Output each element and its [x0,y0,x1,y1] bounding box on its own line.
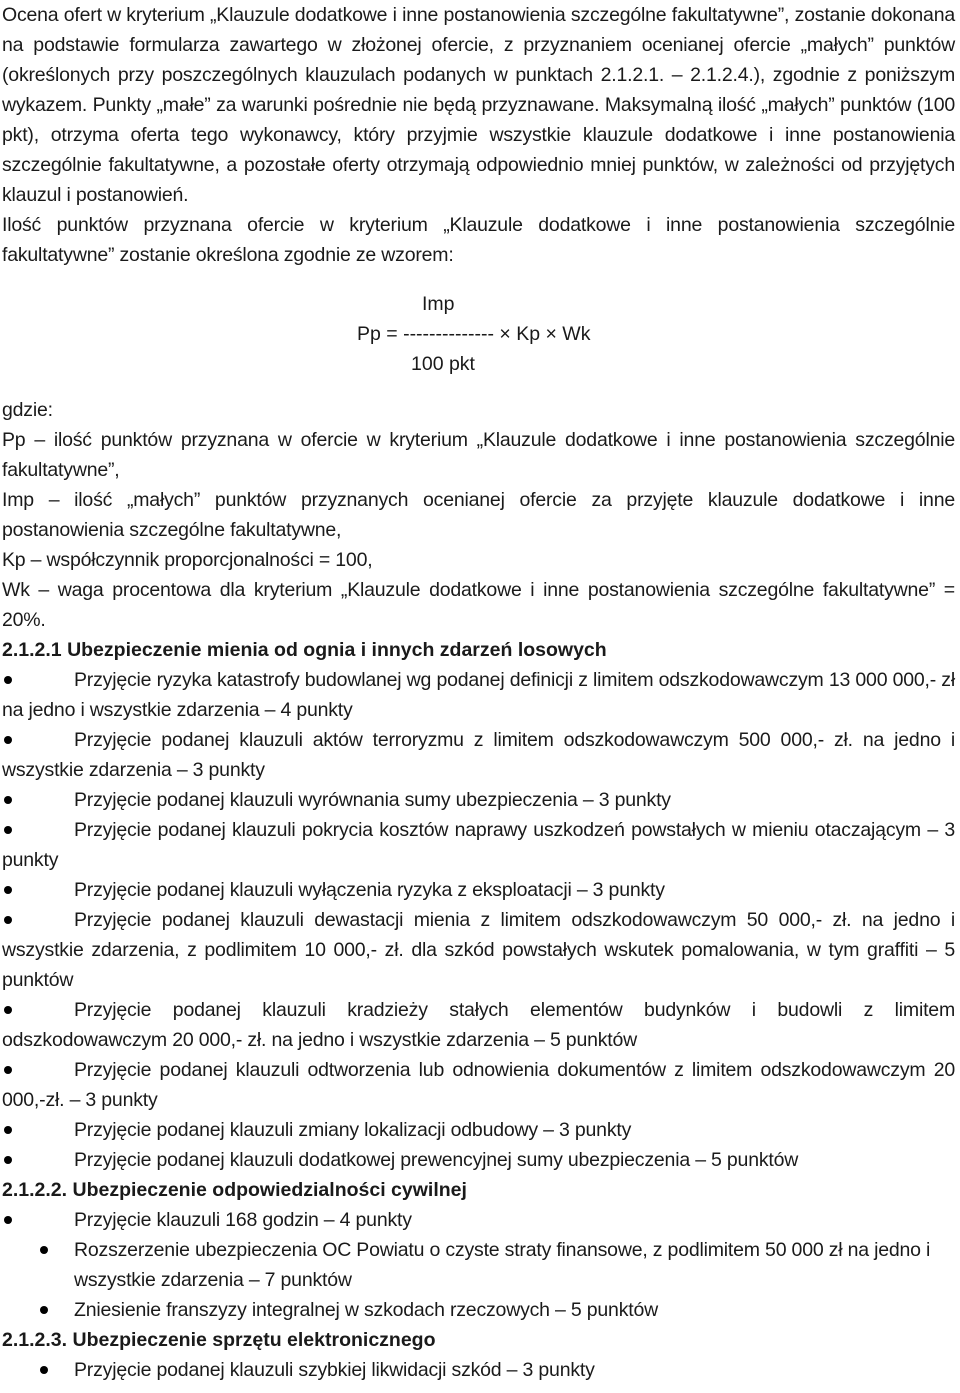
intro-paragraph-1: Ocena ofert w kryterium „Klauzule dodatkowe i inne postanowienia szczególne fakultatywne”, zostanie dokonana na podstawie formularza zawartego w złożonej ofercie, z przyznaniem ocenianej ofercie „małych” punktów (określonych przy poszczególnych klauzulach podanych w punktach 2.1.2.1. – 2.1.2.4.), zgodnie z poniższym wykazem. Punkty „małe” za warunki pośrednie nie będą przyznawane. Maksymalną ilość „małych” punktów (100 pkt), otrzyma oferta tego wykonawcy, który przyjmie wszystkie klauzule dodatkowe i inne postanowienia szczególnie fakultatywne, a pozostałe oferty otrzymają odpowiednio mniej punktów, w zależności od przyjętych klauzul i postanowień. [2,4,955,206]
bullet-icon [4,1126,12,1134]
definition-kp: Kp – współczynnik proporcjonalności = 100, [2,549,373,571]
list-item: Przyjęcie podanej klauzuli pokrycia kosztów naprawy uszkodzeń powstałych w mieniu otaczającym – 3 punkty [2,819,955,871]
section-number: 2.1.2.1 [2,639,62,661]
bullet-icon [4,826,12,834]
intro-paragraph-2: Ilość punktów przyznana ofercie w kryterium „Klauzule dodatkowe i inne postanowienia szczególnie fakultatywne” zostanie określona zgodnie ze wzorem: [2,214,955,266]
bullet-icon [4,676,12,684]
bullet-icon [4,1216,12,1224]
list-item: Przyjęcie podanej klauzuli zmiany lokalizacji odbudowy – 3 punkty [2,1115,955,1145]
bullet-icon [40,1246,48,1254]
list-item: Rozszerzenie ubezpieczenia OC Powiatu o czyste straty finansowe, z podlimitem 50 000 zł na jedno i wszystkie zdarzenia – 7 punktów [2,1235,955,1295]
list-item: Przyjęcie podanej klauzuli wyrównania sumy ubezpieczenia – 3 punkty [2,785,955,815]
section-heading-2-1-2-2 [2,1175,955,1205]
list-item: Przyjęcie ryzyka katastrofy budowlanej wg podanej definicji z limitem odszkodowawczym 13 000 000,- zł na jedno i wszystkie zdarzenia – 4 punkty [2,669,955,721]
definitions-label: gdzie: [2,399,53,421]
formula [2,285,955,395]
list-item: Przyjęcie podanej klauzuli aktów terroryzmu z limitem odszkodowawczym 500 000,- zł. na jedno i wszystkie zdarzenia – 3 punkty [2,729,955,781]
formula-denominator: 100 pkt [411,353,475,375]
section-heading-2-1-2-3 [2,1325,955,1355]
bullet-icon [4,886,12,894]
formula-numerator: Imp [422,293,455,315]
bullet-icon [4,1006,12,1014]
list-item: Przyjęcie klauzuli 168 godzin – 4 punkty [2,1205,955,1235]
section-title: Ubezpieczenie mienia od ognia i innych zdarzeń losowych [67,639,607,661]
definition-wk: Wk – waga procentowa dla kryterium „Klauzule dodatkowe i inne postanowienia szczególne fakultatywne” = 20%. [2,579,955,631]
bullet-icon [4,736,12,744]
bullet-icon [4,916,12,924]
list-item: Przyjęcie podanej klauzuli dodatkowej prewencyjnej sumy ubezpieczenia – 5 punktów [2,1145,955,1175]
bullet-icon [4,1156,12,1164]
list-item: Przyjęcie podanej klauzuli kradzieży stałych elementów budynków i budowli z limitem odszkodowawczym 20 000,- zł. na jedno i wszystkie zdarzenia – 5 punktów [2,999,955,1051]
list-item: Przyjęcie podanej klauzuli szybkiej likwidacji szkód – 3 punkty [2,1355,955,1385]
list-item: Przyjęcie podanej klauzuli odtworzenia lub odnowienia dokumentów z limitem odszkodowawczym 20 000,-zł. – 3 punkty [2,1059,955,1111]
list-item: Przyjęcie podanej klauzuli dewastacji mienia z limitem odszkodowawczym 50 000,- zł. na jedno i wszystkie zdarzenia, z podlimitem 10 000,- zł. dla szkód powstałych wskutek pomalowania, w tym graffiti – 5 punktów [2,909,955,991]
section-title: Ubezpieczenie sprzętu elektronicznego [72,1329,436,1351]
bullet-icon [40,1366,48,1374]
definition-pp: Pp – ilość punktów przyznana w ofercie w kryterium „Klauzule dodatkowe i inne postanowienia szczególnie fakultatywne”, [2,429,955,481]
section-number: 2.1.2.2. [2,1179,68,1201]
bullet-icon [4,796,12,804]
section-title: Ubezpieczenie odpowiedzialności cywilnej [72,1179,467,1201]
section-heading-2-1-2-1 [2,635,955,665]
section-number: 2.1.2.3. [2,1329,68,1351]
bullet-icon [40,1306,48,1314]
definition-imp: Imp – ilość „małych” punktów przyznanych ocenianej ofercie za przyjęte klauzule dodatkowe i inne postanowienia szczególne fakultatywne, [2,489,955,541]
list-item: Zniesienie franszyzy integralnej w szkodach rzeczowych – 5 punktów [2,1295,955,1325]
formula-main: Pp = -------------- × Kp × Wk [357,323,591,345]
list-item: Przyjęcie podanej klauzuli wyłączenia ryzyka z eksploatacji – 3 punkty [2,875,955,905]
bullet-icon [4,1066,12,1074]
